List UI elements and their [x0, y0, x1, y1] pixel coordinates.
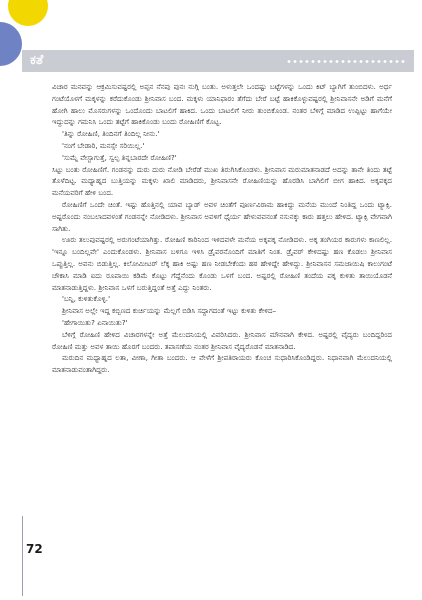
- paragraph: 'ಹೇಗಾಯಿತು? ಏನಾಯಿತು?': [62, 317, 128, 327]
- paragraph: ಊರು ತಲುಪುವಷ್ಟರಲ್ಲಿ ಅರುಗಂಟೆಯಾಗಿತ್ತು. ರೋಹಿಣಿ ಕಾರಿನಿಂದ ಇಳಿದವಳೇ ಮನೆಯ ಅಕ್ಕಪಕ್ಕ ನೋಡಿದಳು. ಅಕ್ಕ ತಂಗಿಯರ ಕಾರುಗಳು ಕಾಣಲಿಲ್ಲ. 'ಇನ್ನೂ ಬಂದಿಲ್ಲವೇ' ಎಂದುಕೊಂಡಳು. ಶ್ರೀನಿವಾಸ ಬಳಿಗೂ ಇಳಿಸಿ ಡ್ರೈವರನೊಂದಿಗೆ ಮಾತಿಗೆ ನಿಂತ. ಡ್ರೈವರ್ ಕೇಳಿದಷ್ಟು ಹಣ ಕೊಡಲು ಶ್ರೀನಿವಾಸ ಒಪ್ಪುತ್ತಿಲ್ಲ. ಅವನು ಬಿಡುತ್ತಿಲ್ಲ. ಕಿಲೋಮೀಟರ್ ಲೆಕ್ಕ ಹಾಕಿ ಅಷ್ಟು ಹಣ ನೀಡಬೇಕೆಂದು ಹಠ ಹೇಳಿದ್ದೇ ಹೇಳಿದ್ದು. ಶ್ರೀನಿವಾಸನ ಸಮಜಾಯಿಷಿ ಕಾಲುಗಂಟೆ ಚೌಕಾಸಿ ಮಾಡಿ ಐದು ರೂಪಾಯಿ ಕಡಿಮೆ ಕೊಟ್ಟು ಗೆದ್ದೆನೆಂದು ಕೊಂಡು ಒಳಗೆ ಬಂದ. ಅಷ್ಟರಲ್ಲಿ ರೋಹಿಣಿ ತಂದೆಯ ಪಕ್ಕ ಕುಳಿತು ತಾಯಿಯೊಡನೆ ಮಾತನಾಡುತ್ತಿದ್ದಳು. ಶ್ರೀನಿವಾಸ ಒಳಗೆ ಬರುತ್ತಿದ್ದಂತೆ ಅತ್ತೆ ಎದ್ದು ನಿಂತರು.: [52, 235, 392, 292]
- section-title: ಕತೆ: [30, 53, 44, 68]
- paragraph: ವಿಚಾರ ಮನವನ್ನು ಆಕ್ರಮಿಸುವಷ್ಟರಲ್ಲಿ ಅಪ್ಪನ ನೆನಪು ಪುನಃ ನುಗ್ಗಿ ಬಂತು. ಅಳುತ್ತಲೇ ಒಂದಷ್ಟು ಬಟ್ಟೆಗಳನ್ನು ಒಂದು ಕಿಟ್ ಬ್ಯಾಗಿಗೆ ತುಂಬಿದಳು. ಅರ್ಧ ಗಂಟೆಯೊಳಗೆ ಮಕ್ಕಳನ್ನು ಕರೆದುಕೊಂಡು ಶ್ರೀನಿವಾಸ ಬಂದ. ಮಕ್ಕಳು ಯಾನಿಫಾರಂ ತೆಗೆದು ಬೇರೆ ಬಟ್ಟೆ ಹಾಕಿಕೊಳ್ಳುವಷ್ಟರಲ್ಲಿ ಶ್ರೀನಿವಾಸನೇ ಅಡಿಗೆ ಮನೆಗೆ ಹೋಗಿ ಹಾಲು ಮೊಸರುಗಳನ್ನು ಒಂದೊಂದು ಬಾಟಲಿಗೆ ಹಾಕಿದ. ಒಂದು ಬಾಟಲಿಗೆ ನೀರು ತುಂಬಿಕೊಂಡ. ನಂತರ ಬೆಳಿಗ್ಗೆ ಮಾಡಿದ ಉಪ್ಪಿಟ್ಟು ಹಾಗೆಯೇ ಇದ್ದುದನ್ನು ಗಮನಿಸಿ ಒಂದು ತಟ್ಟೆಗೆ ಹಾಕಿಕೊಂಡು ಬಂದು ರೋಹಿಣಿಗೆ ಕೊಟ್ಟ.: [52, 82, 392, 127]
- paragraph: ಶ್ರೀನಿವಾಸ ಅಲ್ಲೇ ಇದ್ದ ಕಬ್ಬಿಣದ ಕುರ್ಚಿಯನ್ನು ಮೆಲ್ಲಗೆ ಬಿಡಿಸಿ ಸದ್ದಾಗದಂತೆ ಇಟ್ಟು ಕುಳಿತು ಕೇಳಿದ–: [62, 306, 277, 316]
- paragraph: ರೋಹಿಣಿಗೆ ಒಂದೇ ಚಿಂತೆ. ಇಷ್ಟು ಹೊತ್ತಿನಲ್ಲಿ ಯಾವ ಬ್ಯಾಡ್ ಅವಳ ಚಿಂತೆಗೆ ಪೂರ್ಣವಿರಾಮ ಹಾಕಿದ್ದು ಮನೆಯ ಮುಂದೆ ನಿಂತಿದ್ದ ಒಂದು ಟ್ಯಾಕ್ಸಿ. ಅಷ್ಟರೊಂದು ನಂಬಲಾದವಳಂತೆ ಗಂಡನನ್ನೇ ನೋಡಿದಳು. ಶ್ರೀನಿವಾಸ ಅವಳಿಗೆ ಧೈರ್ಯ ಹೇಳುವವನಂತೆ ನಸುನಕ್ಕು ಕಾರು ಹತ್ತಲು ಹೇಳಿದ. ಟ್ಯಾಕ್ಸಿ ವೇಗವಾಗಿ ಸಾಗಿತು.: [52, 199, 392, 233]
- page-number: 72: [26, 542, 43, 556]
- paragraph: 'ಸುಮ್ನೆ ವೇಸ್ಟಾಗುತ್ತೆ, ಸ್ವಲ್ಪ ತಿನ್ನಬಾರದೇ ರೋಹಿಣಿ?': [62, 152, 177, 162]
- paragraph: ಮರುದಿನ ಮಧ್ಯಾಹ್ನದ ಲತಾ, ವೀಣಾ, ಗೀತಾ ಬಂದರು. ಆ ವೇಳೆಗೆ ಶ್ರೀಪತಿರಾಯರು ಕೊಂಚ ಸುಧಾರಿಸಿಕೊಂಡಿದ್ದರು. ನಿಧಾನವಾಗಿ ಮೆಲುದನಿಯಲ್ಲಿ ಮಾತನಾಡುವಂತಾಗಿದ್ದರು.: [52, 353, 392, 375]
- paragraph: ಬೆಳಿಗ್ಗೆ ರೋಹಿಣಿ ಹೇಳಿದ ವಿಚಾರಗಳನ್ನೇ ಅತ್ತೆ ಮೆಲುದನಿಯಲ್ಲಿ ವಿವರಿಸಿದರು. ಶ್ರೀನಿವಾಸ ಮೌನವಾಗಿ ಕೇಳಿದ. ಅಷ್ಟರಲ್ಲಿ ವೈದ್ಯರು ಬಂದಿದ್ದರಿಂದ ರೋಹಿಣಿ ಮತ್ತು ಅವಳ ತಾಯಿ ಹೊರಗೆ ಬಂದರು. ತಪಾಸಣೆಯ ನಂತರ ಶ್ರೀನಿವಾಸ ವೈದ್ಯರೊಡನೆ ಮಾತನಾಡಿದ.: [52, 329, 392, 351]
- paragraph: 'ತಿನ್ನು ರೋಹಿಣಿ, ತಿಂದಿನಗೆ ತಿಂದಿಲ್ಲ ನೀನು.': [62, 129, 160, 139]
- margin-rule: [22, 516, 23, 596]
- header-dotted-line: [286, 60, 406, 63]
- paragraph: 'ನಂಗೆ ಬೇಡಾರಿ, ಮನಸ್ಸೇ ಸರಿಯಿಲ್ಲ.': [62, 140, 145, 150]
- paragraph: 'ಬನ್ನಿ, ಕುಳಿತುಕೊಳ್ಳಿ.': [62, 294, 111, 304]
- blue-circle-decoration: [0, 22, 22, 66]
- story-text: [52, 81, 392, 376]
- paragraph: ಸಿಟ್ಟು ಬಂತು ರೋಹಿಣಿಗೆ. ಗಂಡನನ್ನು ದುರು ದುರು ನೋಡಿ ಬೇರೆಡೆ ಮುಖ ತಿರುಗಿಸಿಕೊಂಡಳು. ಶ್ರೀನಿವಾಸ ಮರುಮಾತನಾಡದೆ ಅದನ್ನು ತಾನೇ ತಿಂದು ತಟ್ಟೆ ತೊಳೆದಿಟ್ಟ. ಮಧ್ಯಾಹ್ನದ ಬುತ್ತಿಯನ್ನು ಮಕ್ಕಳು ಖಾಲಿ ಮಾಡಿದರು, ಶ್ರೀನಿವಾಸನೇ ರೋಹಿಣಿಯನ್ನು ಹೊರಡಿಸಿ ಬಾಗಿಲಿಗೆ ಬೀಗ ಹಾಕಿದ. ಅಕ್ಕಪಕ್ಕದ ಮನೆಯವರಿಗೆ ಹೇಳಿ ಬಂದ.: [52, 164, 392, 198]
- yellow-circle-decoration: [8, 0, 48, 26]
